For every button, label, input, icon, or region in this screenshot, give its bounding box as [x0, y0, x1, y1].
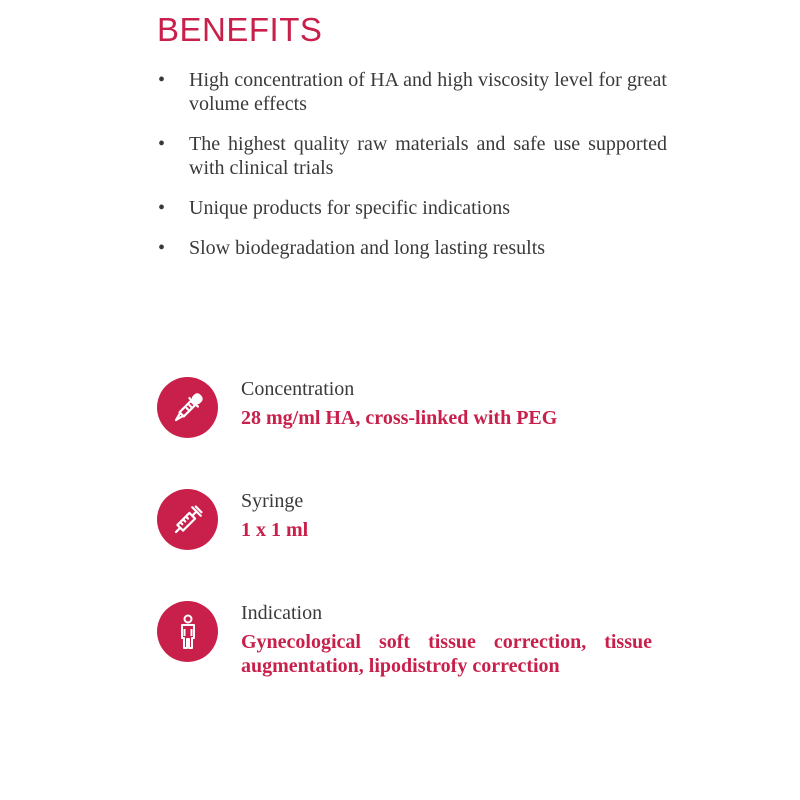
benefit-item: [157, 196, 667, 220]
dropper-icon: [157, 377, 218, 438]
spec-text: [241, 489, 652, 542]
spec-indication: [157, 601, 677, 681]
spec-text: [241, 377, 652, 430]
spec-label: Concentration: [241, 378, 355, 400]
bullet: •: [158, 197, 166, 219]
spec-value: Gynecological soft tissue correction, tissue augmentation, lipodistrofy correction: [241, 631, 652, 677]
spec-label: Syringe: [241, 490, 304, 512]
spec-label: Indication: [241, 602, 323, 624]
spec-concentration: [157, 377, 677, 457]
spec-text: [241, 601, 652, 678]
benefit-text: The highest quality raw materials and safe use supported with clinical trials: [189, 133, 667, 179]
benefit-item: [157, 68, 667, 116]
benefit-item: [157, 132, 667, 180]
benefit-text: Unique products for specific indications: [189, 197, 511, 219]
spec-value: 1 x 1 ml: [241, 519, 309, 541]
bullet: •: [158, 133, 166, 155]
person-icon: [157, 601, 218, 662]
benefit-item: [157, 236, 667, 260]
page-title: BENEFITS: [157, 11, 323, 48]
spec-syringe: [157, 489, 677, 569]
benefits-list: [157, 68, 667, 276]
syringe-icon: [157, 489, 218, 550]
benefit-text: Slow biodegradation and long lasting results: [189, 237, 546, 259]
bullet: •: [158, 69, 166, 91]
bullet: •: [158, 237, 166, 259]
benefit-text: High concentration of HA and high viscosity level for great volume effects: [189, 69, 667, 115]
spec-value: 28 mg/ml HA, cross-linked with PEG: [241, 407, 558, 429]
